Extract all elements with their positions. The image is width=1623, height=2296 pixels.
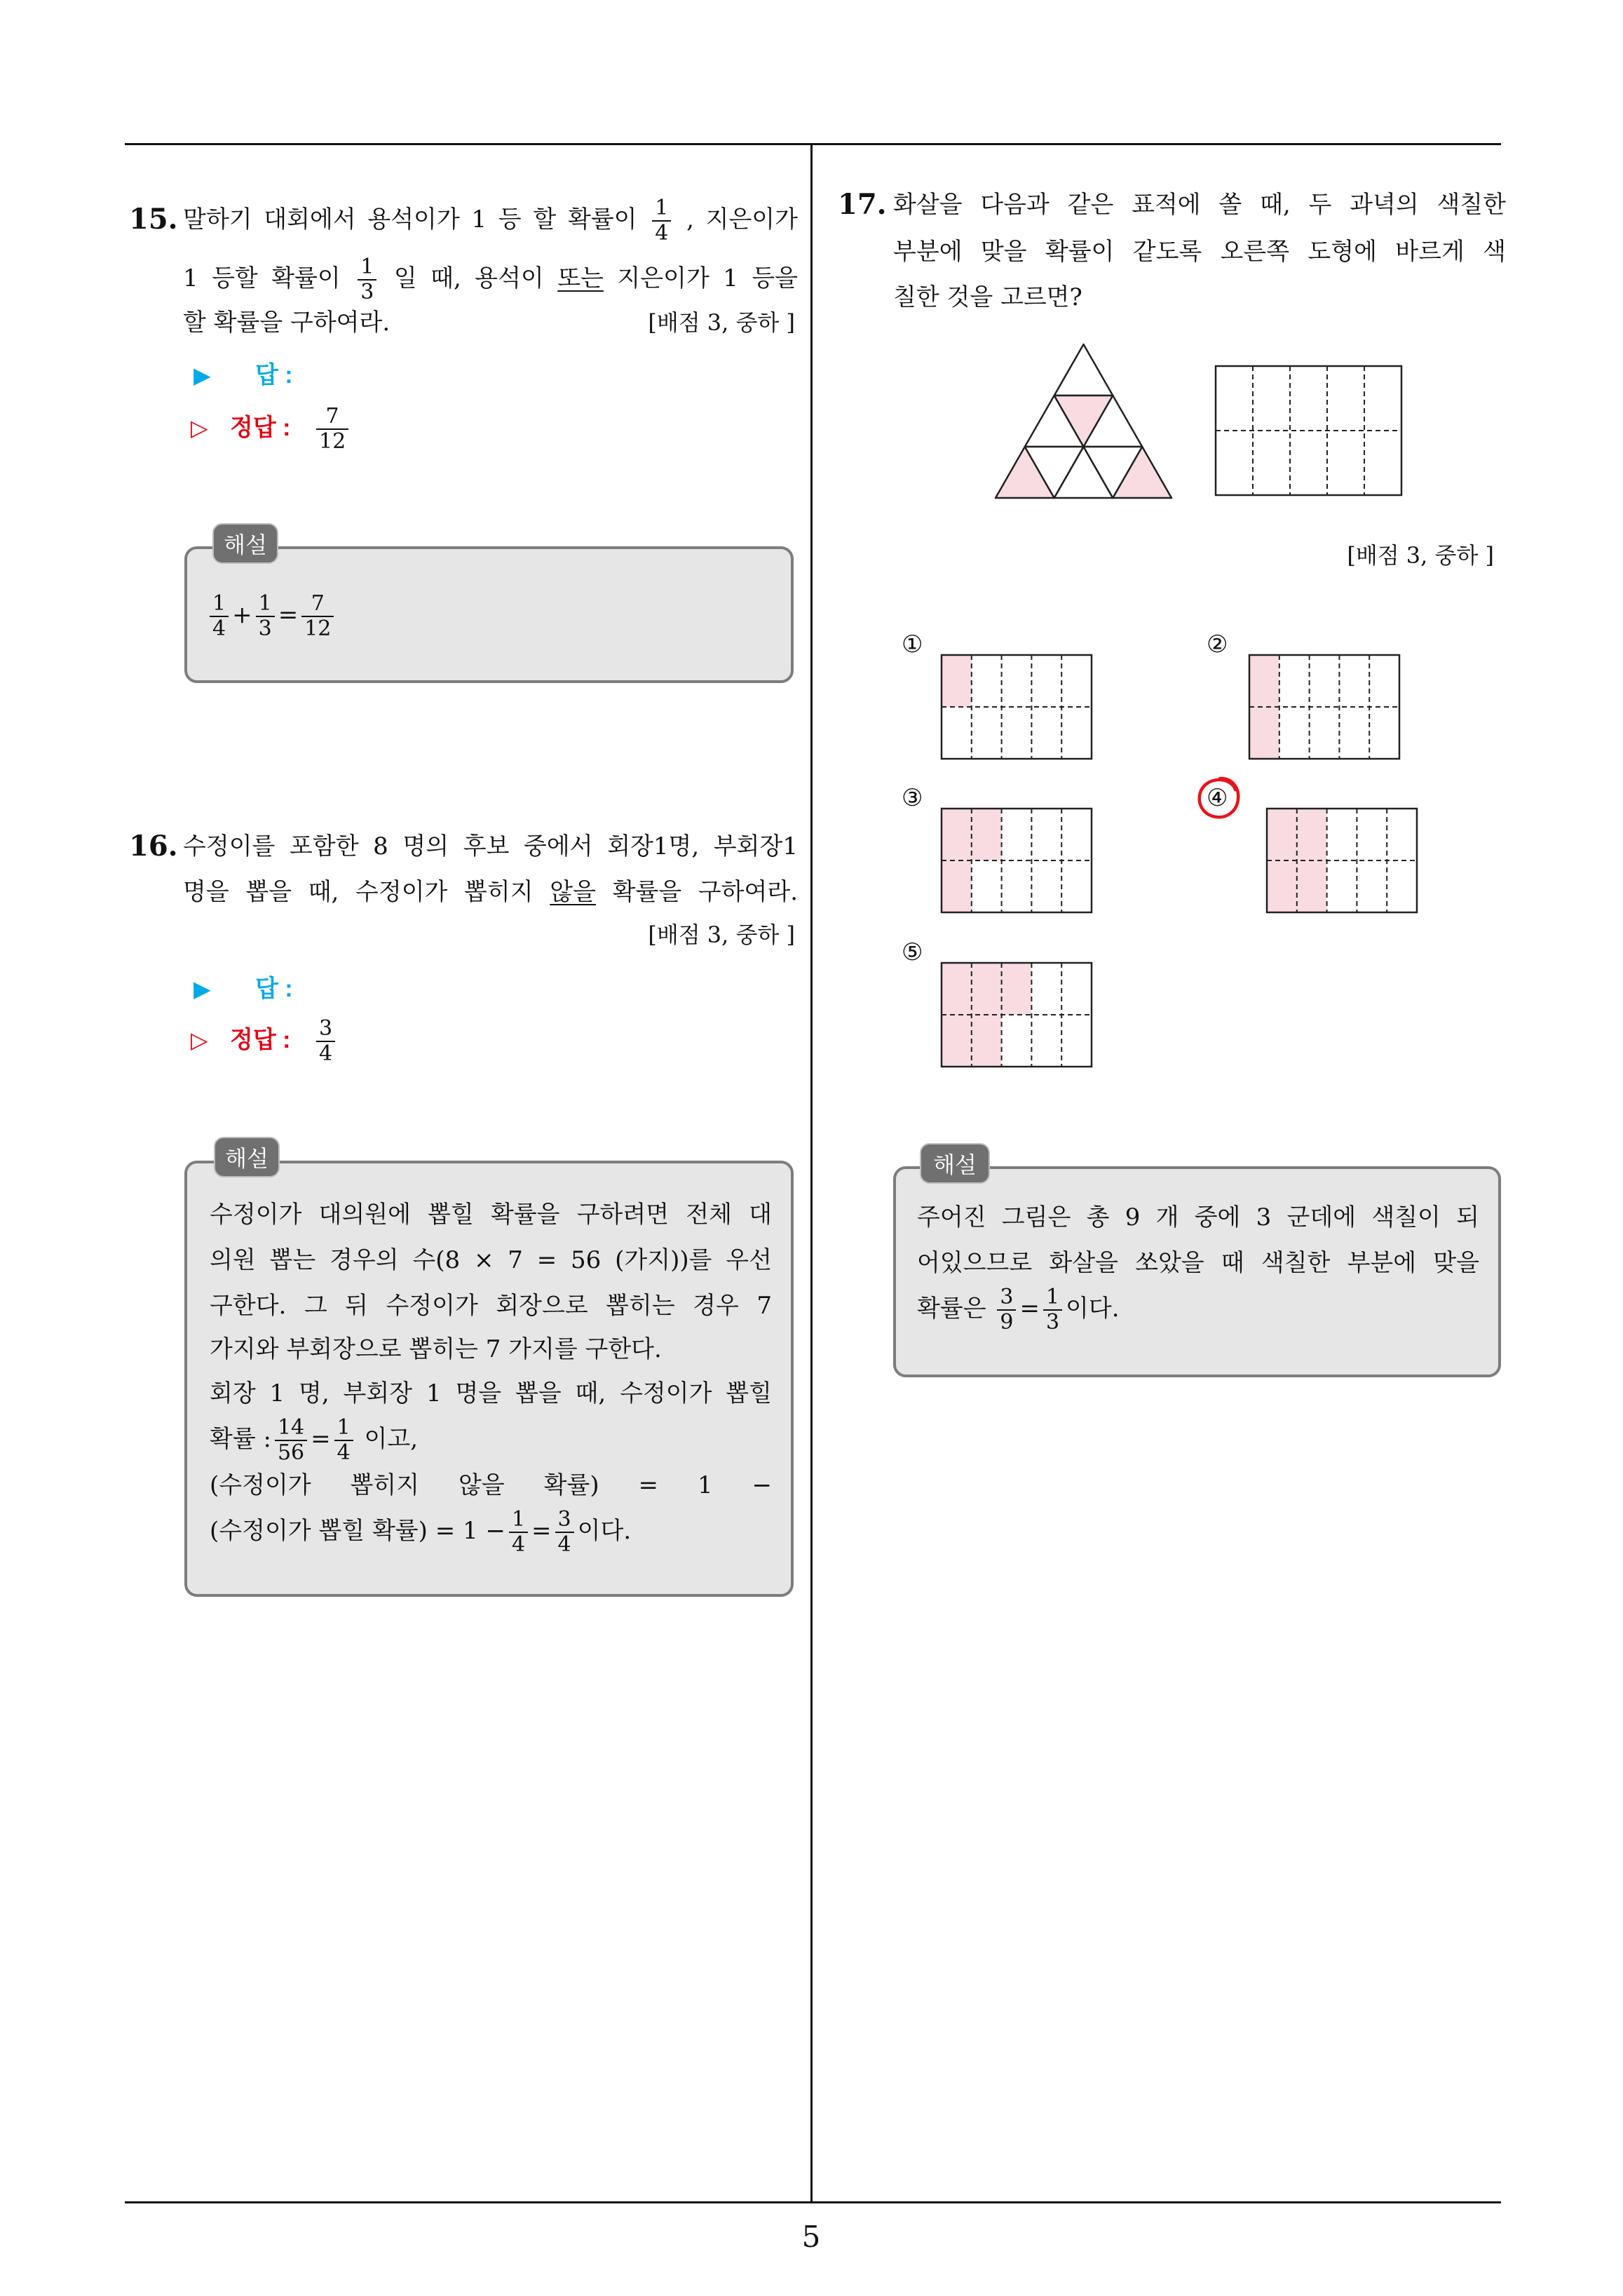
text: 확률은 — [917, 1295, 986, 1323]
fraction — [334, 1416, 353, 1465]
fraction — [256, 592, 275, 641]
page-number: 5 — [801, 2220, 821, 2254]
red-circle-stroke — [1200, 778, 1239, 817]
numerator: 14 — [277, 1415, 305, 1440]
solution-16-line-5: 회장 1 명, 부회장 1 명을 뽑을 때, 수정이가 뽑힐 — [210, 1379, 772, 1407]
numerator: 1 — [1045, 1285, 1060, 1309]
fraction — [1043, 1285, 1062, 1335]
shaded-cell — [1002, 963, 1032, 1015]
question-15-points: [배점 3, 중하 ] — [648, 309, 795, 336]
equals-sign: = — [1019, 1295, 1040, 1323]
answer-circle-mark — [1192, 771, 1245, 825]
equals-sign: = — [311, 1425, 331, 1453]
denominator: 56 — [275, 1440, 307, 1465]
denominator: 4 — [316, 1041, 335, 1066]
numerator: 7 — [325, 404, 339, 428]
question-15-number: 15. — [129, 203, 178, 236]
shaded-cell — [972, 809, 1002, 860]
solution-16-line-1: 수정이가 대의원에 뽑힐 확률을 구하려면 전체 대 — [210, 1201, 772, 1229]
shaded-cell — [1297, 860, 1327, 912]
numerator: 1 — [212, 591, 226, 616]
question-16-line-1: 수정이를 포함한 8 명의 후보 중에서 회장1명, 부회장1 — [183, 832, 798, 860]
text: 지은이가 1 등을 — [617, 264, 799, 292]
option-2-grid — [1248, 654, 1401, 760]
denominator: 4 — [334, 1440, 353, 1465]
denominator: 12 — [316, 428, 348, 454]
question-17-points: [배점 3, 중하 ] — [1347, 542, 1494, 569]
numerator: 1 — [337, 1415, 351, 1440]
numerator: 7 — [311, 591, 325, 616]
plus-sign: + — [232, 601, 252, 629]
option-1-grid — [940, 654, 1093, 760]
denominator: 12 — [301, 616, 334, 641]
fraction — [997, 1285, 1016, 1335]
solution-16-line-4: 가지와 부회장으로 뽑히는 7 가지를 구한다. — [210, 1335, 662, 1363]
numerator: 1 — [258, 591, 272, 616]
solution-16-line-8 — [210, 1507, 632, 1557]
shaded-cell — [1267, 809, 1297, 860]
correct-answer-label: 정답 : — [230, 414, 291, 441]
shaded-cell — [942, 655, 972, 707]
numerator: 3 — [557, 1507, 571, 1532]
question-16-points: [배점 3, 중하 ] — [648, 921, 795, 948]
solution-16-line-2: 의원 뽑는 경우의 수(8 × 7 = 56 (가지))를 우선 — [210, 1246, 772, 1274]
triangle-target-figure — [989, 337, 1181, 505]
numerator: 3 — [319, 1016, 333, 1041]
text: 1 등할 확률이 — [183, 264, 341, 292]
correct-answer-label: 정답 : — [230, 1027, 291, 1053]
numerator: 1 — [511, 1507, 526, 1532]
option-3-label: ③ — [902, 784, 923, 812]
filled-triangle-right-icon: ▶ — [193, 362, 211, 389]
text: 이다. — [1066, 1295, 1120, 1323]
solution-17-line-2: 어있으므로 화살을 쏘았을 때 색칠한 부분에 맞을 — [917, 1249, 1479, 1277]
shaded-cell — [942, 809, 972, 860]
equals-sign: = — [531, 1517, 552, 1545]
underlined-text: 또는 — [557, 264, 604, 292]
numerator: 1 — [655, 196, 669, 220]
solution-17-line-3 — [917, 1285, 1120, 1335]
denominator: 4 — [555, 1532, 574, 1557]
fraction — [210, 592, 229, 641]
column-divider — [810, 143, 813, 2203]
solution-16-line-3: 구한다. 그 뒤 수정이가 회장으로 뽑히는 경우 7 — [210, 1292, 772, 1320]
denominator: 4 — [509, 1532, 528, 1557]
shaded-cell — [1249, 655, 1279, 707]
numerator: 3 — [1000, 1285, 1014, 1309]
shaded-cell — [942, 1015, 972, 1067]
question-15-line-2 — [183, 255, 799, 304]
fraction — [316, 1017, 335, 1066]
question-15-line-3: 할 확률을 구하여라. — [183, 309, 391, 337]
shaded-cell — [942, 860, 972, 912]
text: 확률을 구하여라. — [612, 878, 799, 906]
fraction — [652, 196, 671, 245]
fraction — [275, 1416, 307, 1465]
solution-tab: 해설 — [920, 1143, 990, 1184]
text: 명을 뽑을 때, 수정이가 뽑히지 — [183, 878, 534, 906]
denominator: 4 — [652, 220, 671, 245]
fraction — [509, 1508, 528, 1557]
denominator: 3 — [358, 279, 376, 304]
solution-tab: 해설 — [212, 523, 278, 564]
text: , 지은이가 — [686, 205, 798, 234]
solution-17-line-1: 주어진 그림은 총 9 개 중에 3 군데에 색칠이 되 — [917, 1203, 1479, 1231]
shaded-cell — [942, 963, 972, 1015]
text: (수정이가 뽑힐 확률) = 1 − — [210, 1517, 505, 1545]
option-5-label: ⑤ — [902, 938, 923, 966]
shaded-cell — [1297, 809, 1327, 860]
solution-16-line-6 — [210, 1415, 419, 1465]
bottom-rule — [125, 2201, 1501, 2203]
equals-sign: = — [278, 601, 299, 629]
outline-triangle-right-icon: ▷ — [191, 1027, 208, 1053]
option-1-label: ① — [902, 630, 923, 659]
question-16-number: 16. — [129, 830, 178, 863]
text: 이다. — [577, 1517, 632, 1545]
outline-triangle-right-icon: ▷ — [191, 414, 208, 441]
rectangle-target-grid — [1214, 365, 1403, 497]
question-17-line-1: 화살을 다음과 같은 표적에 쏠 때, 두 과녁의 색칠한 — [893, 191, 1506, 219]
denominator: 9 — [997, 1309, 1016, 1335]
option-2-label: ② — [1207, 630, 1228, 659]
solution-16-line-7: (수정이가 뽑히지 않을 확률) = 1 − — [210, 1471, 772, 1499]
question-15-line-1 — [183, 196, 798, 245]
question-17-line-3: 칠한 것을 고르면? — [893, 283, 1082, 311]
text: 확률 : — [210, 1425, 271, 1453]
text: 이고, — [364, 1425, 419, 1453]
fraction — [316, 405, 348, 454]
correct-answer-value — [313, 1016, 339, 1066]
denominator: 4 — [210, 616, 229, 641]
option-4-label: ④ — [1207, 784, 1228, 812]
numerator: 1 — [360, 255, 374, 279]
top-rule — [125, 143, 1501, 145]
solution-15-expression — [206, 591, 337, 641]
denominator: 3 — [1043, 1309, 1062, 1335]
option-4-grid — [1265, 807, 1418, 914]
filled-triangle-right-icon: ▶ — [193, 975, 211, 1002]
shaded-cell — [972, 1015, 1002, 1067]
text: 일 때, 용석이 — [393, 264, 544, 292]
shaded-cell — [972, 963, 1002, 1015]
option-5-grid — [940, 961, 1093, 1068]
triangle-part — [1054, 344, 1113, 396]
answer-label: 답 : — [255, 362, 293, 389]
underlined-text: 않을 — [550, 878, 596, 906]
fraction — [358, 255, 376, 304]
shaded-cell — [1267, 860, 1297, 912]
question-17-line-2: 부분에 맞을 확률이 같도록 오른쪽 도형에 바르게 색 — [893, 238, 1506, 266]
answer-label: 답 : — [255, 975, 293, 1002]
fraction — [301, 592, 334, 641]
question-16-line-2 — [183, 874, 798, 910]
denominator: 3 — [256, 616, 275, 641]
question-17-number: 17. — [838, 188, 887, 221]
shaded-cell — [1249, 707, 1279, 759]
solution-tab: 해설 — [214, 1137, 280, 1177]
text: 말하기 대회에서 용석이가 1 등 할 확률이 — [183, 205, 637, 234]
correct-answer-value — [313, 404, 352, 454]
option-3-grid — [940, 807, 1093, 914]
fraction — [555, 1508, 574, 1557]
